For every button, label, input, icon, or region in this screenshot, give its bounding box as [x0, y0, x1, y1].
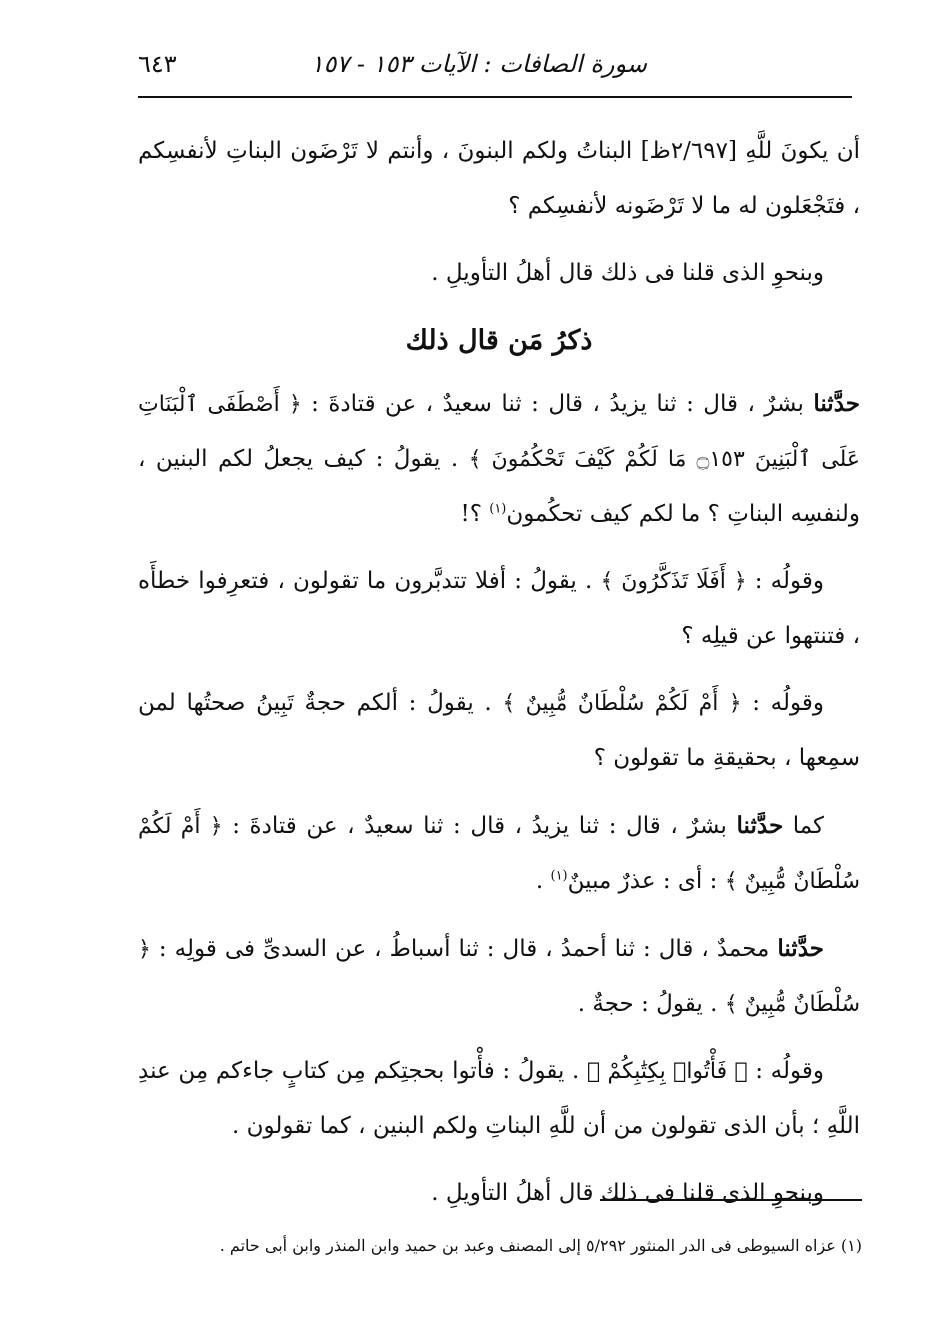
footnote-ref: (١): [550, 868, 568, 884]
intro-text: وقولُه :: [741, 690, 825, 716]
paragraph-6: [138, 798, 860, 909]
paragraph-4: [138, 554, 860, 664]
page-number: ٦٤٣: [138, 50, 177, 78]
hadith-lead: حدَّثنا: [813, 390, 860, 417]
commentary-text: . يقولُ : فأْتوا بحجتِكم مِن كتابٍ جاءكم مِن عندِ اللَّهِ ؛ بأن الذى تقولون من أن للَّهِ البناتِ ولكم البنين ، كما تقولون .: [138, 1058, 860, 1139]
commentary-text: . يقولُ : حجةٌ .: [577, 991, 725, 1017]
intro-text: وقولُه :: [747, 1058, 825, 1084]
commentary-text: . يقولُ : ألكم حجةٌ تَبِينُ صحتُها لمن سمِعها ، بحقيقةِ ما تقولون ؟: [138, 690, 860, 771]
page-header: [138, 42, 852, 98]
commentary-text: . يقولُ : كيف يجعلُ لكم البنين ، ولنفسِه البناتِ ؟ ما لكم كيف تحكُمون: [138, 446, 860, 527]
footnote-1: (١) عزاه السيوطى فى الدر المنثور ٥/٢٩٢ إلى المصنف وعبد بن حميد وابن المنذر وابن أبى حاتم .: [219, 1236, 862, 1255]
isnad-text: محمدٌ ، قال : ثنا أحمدُ ، قال : ثنا أسباطُ ، عن السدىِّ فى قولِه :: [150, 936, 778, 962]
paragraph-5: [138, 676, 860, 786]
quran-quote: ﴿ أَصْطَفَى ٱلْبَنَاتِ عَلَى ٱلْبَنِينَ ۝١٥٣ مَا لَكُمْ كَيْفَ تَحْكُمُونَ ﴾: [138, 392, 860, 472]
footnote-divider: [600, 1199, 862, 1201]
paragraph-2: وبنحوِ الذى قلنا فى ذلك قال أهلُ التأويلِ .: [431, 260, 824, 286]
isnad-text: بشرٌ ، قال : ثنا يزيدُ ، قال : ثنا سعيدٌ ، عن قتادةَ :: [301, 391, 814, 417]
commentary-text: . يقولُ : أفلا تتدبَّرون ما تقولون ، فتعرِفوا خطأَه ، فتنتهوا عن قيلِه ؟: [138, 568, 860, 649]
quran-quote: ﴿ سُلْطَانٌ مُّبِينٌ ﴾: [138, 937, 860, 1017]
quran-quote: ﴿ أَمْ لَكُمْ سُلْطَانٌ مُّبِينٌ ﴾: [502, 691, 742, 716]
paragraph-7: [138, 921, 860, 1032]
main-text: [138, 124, 860, 1233]
running-title: سورة الصافات : الآيات ١٥٣ - ١٥٧: [310, 50, 647, 78]
hadith-lead: حدَّثنا: [777, 935, 824, 962]
quran-quote: ﴿ أَفَلَا تَذَكَّرُونَ ﴾: [600, 569, 747, 594]
intro-text: كما: [783, 813, 824, 839]
paragraph-8: [138, 1044, 860, 1154]
commentary-end: .: [535, 868, 551, 894]
hadith-lead: حدَّثنا: [736, 812, 784, 839]
commentary-text: : أى : عذرٌ مبينٌ: [567, 868, 725, 894]
intro-text: وقولُه :: [746, 568, 824, 594]
quran-quote: ﴿ أَمْ لَكُمْ سُلْطَانٌ مُّبِينٌ ﴾: [138, 814, 860, 894]
section-heading: ذكرُ مَن قال ذلك: [405, 325, 593, 356]
isnad-text: بشرٌ ، قال : ثنا يزيدُ ، قال : ثنا سعيدٌ ، عن قتادةَ :: [222, 813, 737, 839]
commentary-end: ؟!: [460, 501, 490, 527]
paragraph-1: أن يكونَ للَّهِ [٢/٦٩٧ظ] البناتُ ولكم البنونَ ، وأنتم لا تَرْضَون البناتِ لأنفسِكم ، فتَجْعَلون له ما لا تَرْضَونه لأنفسِكم ؟: [138, 138, 861, 219]
paragraph-3: [138, 376, 860, 542]
footnote-ref: (١): [489, 501, 507, 517]
quran-quote: ﴿ فَأْتُوا۟ بِكِتَٰبِكُمْ ﴾: [586, 1059, 748, 1084]
paragraph-9: وبنحوِ الذى قلنا فى ذلك قال أهلُ التأويلِ .: [431, 1180, 824, 1206]
